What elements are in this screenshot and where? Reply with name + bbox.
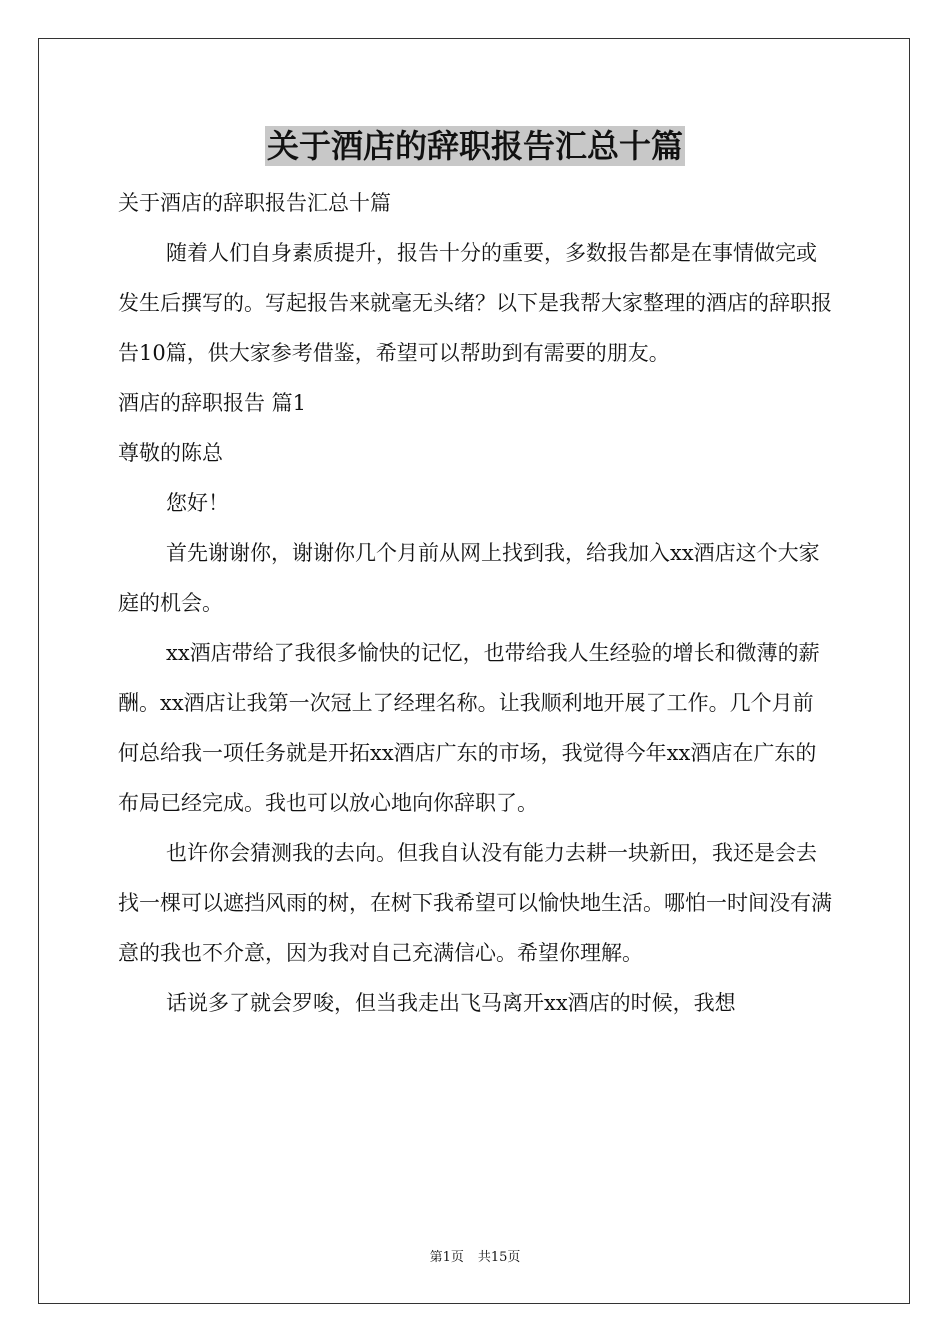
document-title: 关于酒店的辞职报告汇总十篇 — [266, 127, 683, 165]
paragraph-subtitle: 关于酒店的辞职报告汇总十篇 — [118, 191, 391, 215]
title-container — [0, 126, 950, 166]
paragraph-body: 首先谢谢你，谢谢你几个月前从网上找到我，给我加入xx酒店这个大家庭的机会。 — [118, 541, 820, 615]
page-number: 第1页 — [429, 1250, 464, 1265]
salutation: 尊敬的陈总 — [118, 441, 223, 465]
section-heading: 酒店的辞职报告 篇1 — [118, 391, 307, 415]
paragraph-intro: 随着人们自身素质提升，报告十分的重要，多数报告都是在事情做完或发生后撰写的。写起报告来就毫无头绪？以下是我帮大家整理的酒店的辞职报告10篇，供大家参考借鉴，希望可以帮助到有需要的朋友。 — [118, 241, 832, 365]
page-footer — [0, 1246, 950, 1265]
paragraph-body: 话说多了就会罗唆，但当我走出飞马离开xx酒店的时候，我想 — [166, 991, 736, 1015]
greeting: 您好！ — [166, 491, 229, 515]
document-body — [118, 178, 834, 1028]
page-total: 共15页 — [477, 1250, 521, 1265]
paragraph-body: 也许你会猜测我的去向。但我自认没有能力去耕一块新田，我还是会去找一棵可以遮挡风雨的树，在树下我希望可以愉快地生活。哪怕一时间没有满意的我也不介意，因为我对自己充满信心。希望你理解。 — [118, 841, 832, 965]
paragraph-body: xx酒店带给了我很多愉快的记忆，也带给我人生经验的增长和微薄的薪酬。xx酒店让我第一次冠上了经理名称。让我顺利地开展了工作。几个月前何总给我一项任务就是开拓xx酒店广东的市场，我觉得今年xx酒店在广东的布局已经完成。我也可以放心地向你辞职了。 — [118, 641, 820, 815]
